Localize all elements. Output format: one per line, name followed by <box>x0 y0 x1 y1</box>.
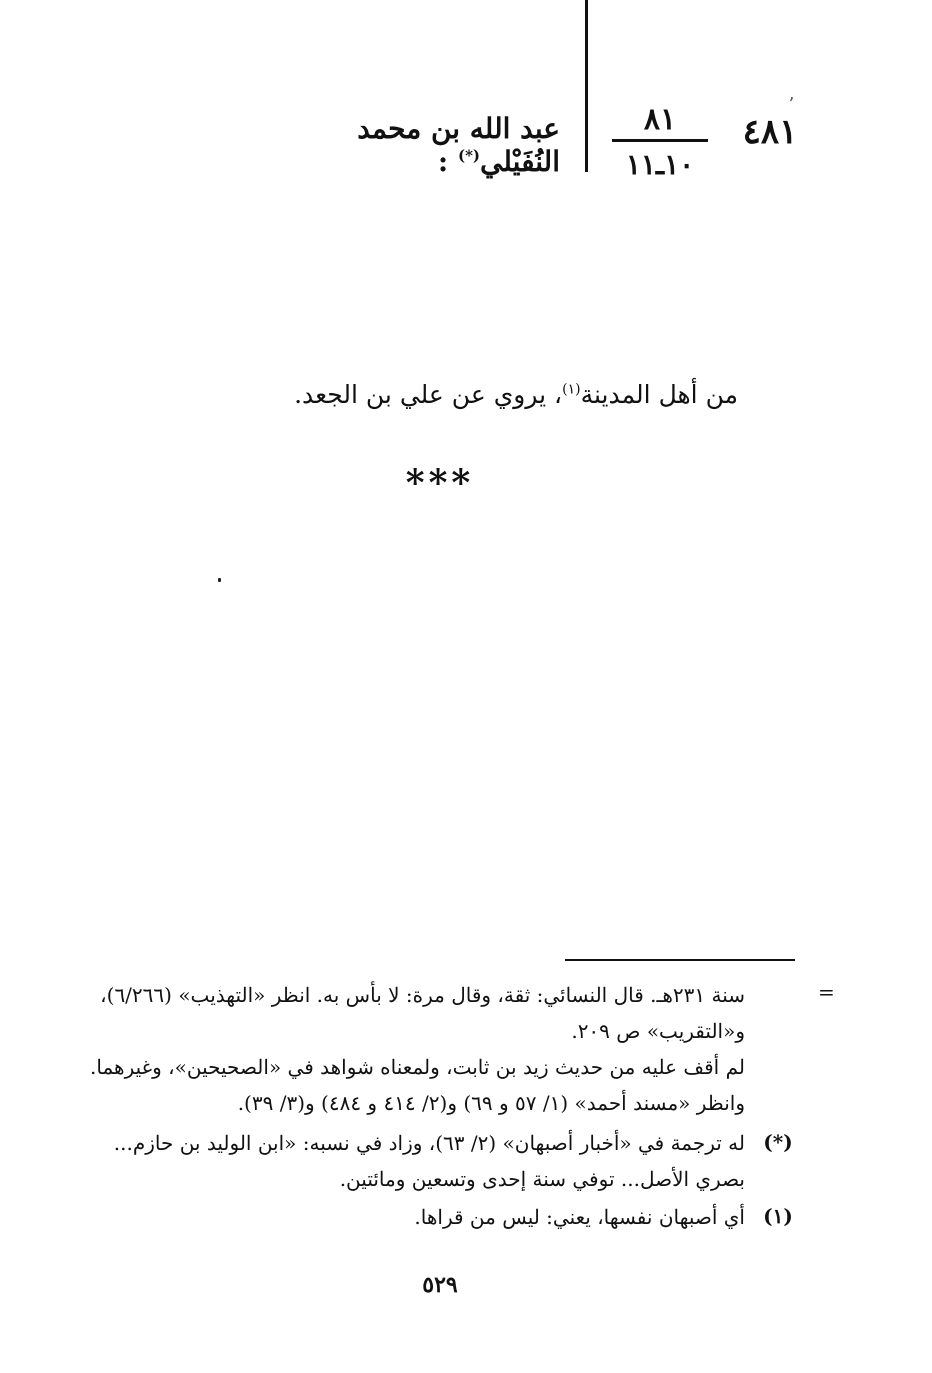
footnote-line: بصري الأصل... توفي سنة إحدى وتسعين ومائتين. <box>339 1167 745 1191</box>
page-number: ٥٢٩ <box>422 1272 458 1298</box>
entry-name-suffix: : <box>437 145 449 178</box>
fraction-bar <box>612 139 708 142</box>
body-footnote-mark: (١) <box>562 381 581 398</box>
footnote-line: و«التقريب» ص ٢٠٩. <box>571 1019 745 1043</box>
fraction-bottom: ١٠ـ١١ <box>625 148 695 181</box>
footnote-line: سنة ٢٣١هـ. قال النسائي: ثقة، وقال مرة: لا بأس به. انظر «التهذيب» (٦/٢٦٦)، <box>100 983 745 1007</box>
entry-title <box>250 112 560 178</box>
footnote-separator-rule <box>565 959 795 961</box>
body-text-start: من أهل المدينة <box>580 380 738 409</box>
entry-body <box>280 380 738 409</box>
footnote-line: وانظر «مسند أحمد» (١/ ٥٧ و ٦٩) و(٢/ ٤١٤ و ٤٨٤) و(٣/ ٣٩). <box>237 1091 745 1115</box>
footnote-marker-one: (١) <box>763 1204 793 1228</box>
footnote-line: أي أصبهان نفسها، يعني: ليس من قراها. <box>414 1205 745 1229</box>
fraction-top: ٨١ <box>643 102 677 137</box>
entry-name-text: عبد الله بن محمد النُفَيْلي <box>357 112 560 178</box>
section-separator: *** <box>405 462 475 504</box>
stray-dot <box>218 578 221 582</box>
entry-name-footnote-mark: (*) <box>457 146 481 165</box>
continuation-mark: = <box>818 980 835 1004</box>
footnote-marker-star: (*) <box>763 1130 793 1154</box>
top-vertical-rule <box>585 0 588 172</box>
footnote-line: له ترجمة في «أخبار أصبهان» (٢/ ٦٣)، وزاد في نسبه: «ابن الوليد بن حازم... <box>113 1131 745 1155</box>
body-text-end: ، يروي عن علي بن الجعد. <box>294 380 563 409</box>
footnote-line: لم أقف عليه من حديث زيد بن ثابت، ولمعناه شواهد في «الصحيحين»، وغيرهما. <box>90 1055 745 1079</box>
margin-tick-mark: ʼ <box>788 94 794 115</box>
entry-number: ٤٨١ <box>742 112 798 152</box>
